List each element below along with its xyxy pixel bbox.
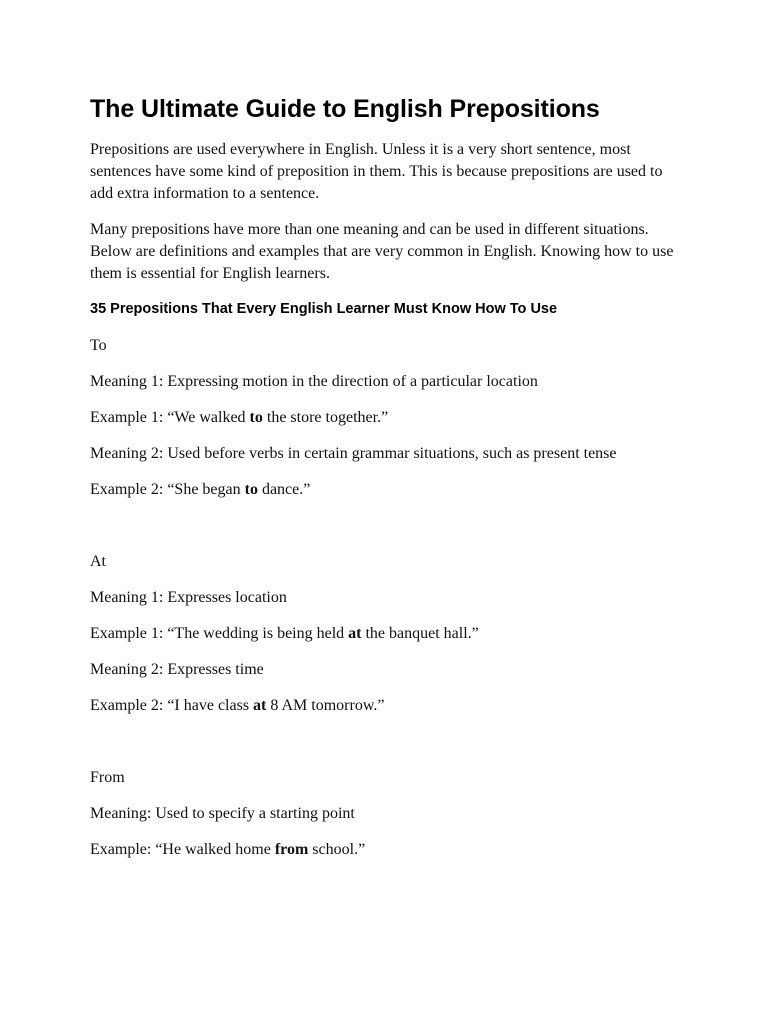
example-line [90, 839, 688, 861]
preposition-section-at [90, 551, 688, 717]
example-keyword: to [244, 481, 258, 498]
example-text-before: Example: “He walked home [90, 841, 275, 858]
example-line [90, 479, 688, 501]
example-line [90, 623, 688, 645]
example-keyword: at [253, 697, 267, 714]
meaning-line: Meaning 2: Used before verbs in certain grammar situations, such as present tense [90, 445, 617, 462]
example-text-after: school.” [308, 841, 366, 858]
meaning-line: Meaning 1: Expressing motion in the direction of a particular location [90, 373, 538, 390]
example-text-after: the store together.” [262, 409, 389, 426]
example-keyword: from [274, 841, 309, 858]
section-subheading: 35 Prepositions That Every English Learner Must Know How To Use [90, 301, 558, 317]
example-text-before: Example 1: “The wedding is being held [90, 625, 349, 642]
preposition-section-from [90, 767, 688, 861]
preposition-section-to [90, 335, 688, 501]
section-spacer [90, 731, 688, 767]
preposition-word: From [90, 769, 125, 786]
page-title: The Ultimate Guide to English Prepositions [90, 95, 600, 123]
example-text-after: 8 AM tomorrow.” [266, 697, 385, 714]
example-text-before: Example 2: “I have class [90, 697, 254, 714]
example-text-before: Example 2: “She began [90, 481, 245, 498]
example-keyword: to [249, 409, 263, 426]
example-line [90, 407, 688, 429]
section-spacer [90, 515, 688, 551]
preposition-word: To [90, 337, 107, 354]
meaning-line: Meaning 1: Expresses location [90, 589, 287, 606]
meaning-line: Meaning 2: Expresses time [90, 661, 264, 678]
example-text-after: dance.” [257, 481, 311, 498]
intro-paragraph-2: Many prepositions have more than one meaning and can be used in different situations. Below are definitions and examples that are very common in English. Knowing how to use them is essential for English learners. [90, 221, 674, 282]
meaning-line: Meaning: Used to specify a starting point [90, 805, 355, 822]
example-keyword: at [348, 625, 362, 642]
preposition-word: At [90, 553, 106, 570]
example-line [90, 695, 688, 717]
example-text-before: Example 1: “We walked [90, 409, 250, 426]
intro-paragraph-1: Prepositions are used everywhere in English. Unless it is a very short sentence, most sentences have some kind of preposition in them. This is because prepositions are used to add extra information to a sentence. [90, 141, 663, 202]
example-text-after: the banquet hall.” [361, 625, 479, 642]
